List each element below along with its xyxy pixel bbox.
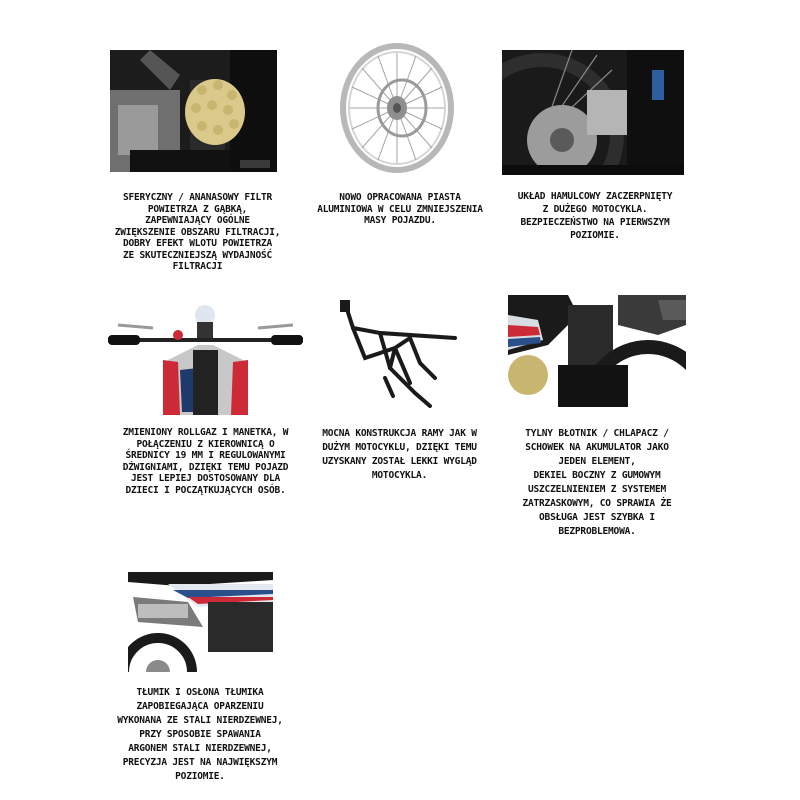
muffler-caption: TŁUMIK I OSŁONA TŁUMIKA ZAPOBIEGAJĄCA OPARZENIU WYKONANA ZE STALI NIERDZEWNEJ, PRZY SPOSOBIE SPAWANIA ARGONEM STALI NIERDZEWNEJ, PRECYZJA JEST NA NAJWIĘKSZYM POZIOMIE.	[117, 687, 283, 782]
brake-system-caption: UKŁAD HAMULCOWY ZACZERPNIĘTY Z DUŻEGO MOTOCYKLA. BEZPIECZEŃSTWO NA PIERWSZYM POZIOMIE.	[517, 191, 673, 241]
wheel-hub-caption: NOWO OPRACOWANA PIASTA ALUMINIOWA W CELU ZMNIEJSZENIA MASY POJAZDU.	[317, 192, 483, 226]
air-filter-photo	[110, 50, 277, 172]
rear-fender-caption: TYLNY BŁOTNIK / CHLAPACZ / SCHOWEK NA AKUMULATOR JAKO JEDEN ELEMENT, DEKIEL BOCZNY Z GUMOWYM USZCZELNIENIEM Z SYSTEMEM ZATRZASKOWYM, CO SPRAWIA ŻE OBSŁUGA JEST SZYBKA I BEZPROBLEMOWA.	[522, 428, 672, 537]
frame-caption: MOCNA KONSTRUKCJA RAMY JAK W DUŻYM MOTOCYKLU, DZIĘKI TEMU UZYSKANY ZOSTAŁ LEKKI WYGLĄD MOTOCYKLA.	[322, 428, 477, 481]
frame-photo	[335, 298, 460, 413]
air-filter-caption: SFERYCZNY / ANANASOWY FILTR POWIETRZA Z GĄBKĄ, ZAPEWNIAJĄCY OGÓLNE ZWIĘKSZENIE OBSZARU FILTRACJI, DOBRY EFEKT WLOTU POWIETRZA ZE SKUTECZNIEJSZĄ WYDAJNOŚĆ FILTRACJI	[114, 192, 281, 272]
handlebar-photo	[108, 300, 303, 415]
rear-fender-photo	[508, 295, 686, 407]
brake-system-photo	[502, 50, 684, 175]
wheel-hub-photo	[340, 43, 455, 173]
handlebar-caption: ZMIENIONY ROLLGAZ I MANETKA, W POŁĄCZENIU Z KIEROWNICĄ O ŚREDNICY 19 MM I REGULOWANYMI DŹWIGNIAMI, DZIĘKI TEMU POJAZD JEST LEPIEJ DOSTOSOWANY DLA DZIECI I POCZĄTKUJĄCYCH OSÓB.	[122, 427, 289, 496]
muffler-photo	[128, 572, 273, 672]
